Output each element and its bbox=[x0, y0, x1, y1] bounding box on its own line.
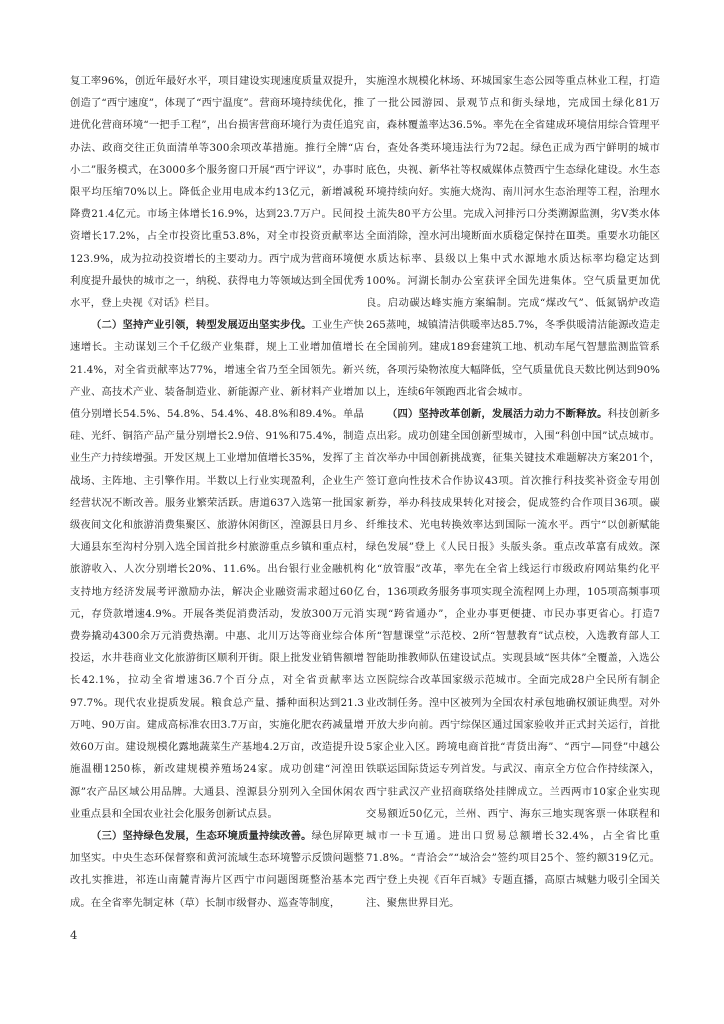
paragraph-continued: 实施湟水规模化林场、环城国家生态公园等重点林业工程，打造了一批公园游园、景观节点和街头绿地，完成国土绿化81万亩，森林覆盖率达36.5%。率先在全省建成环境信用综合管理平台，查处各类环境违法行为72起。绿色正成为西宁鲜明的城市底色，央视、新华社等权威媒体点赞西宁生态绿化建设。水生态环境持续向好。实施大烧沟、南川河水生态治理等工程，治理水土流失80平方公里。完成入河排污口分类溯源监测，劣Ⅴ类水体全面消除，湟水河出境断面水质稳定保持在Ⅲ类。重要水功能区水质达标率、县级以上集中式水源地水质达标率均稳定达到100%。河湖长制办公室获评全国先进集体。空气质量更加优良。启动碳达峰实施方案编制。完成“煤改气”、低氮锅炉改造265蒸吨，城镇清洁供暖率达85.7%，冬季供暖清洁能源改造走在全国前列。建成189套建筑工地、机动车尾气智慧监测监管系统，各项污染物浓度大幅降低，空气质量优良天数比例达到90%以上，连续6年领跑西北省会城市。 bbox=[366, 75, 660, 398]
section-three-body: 绿色屏障更加坚实。中央生态环保督察和黄河流域生态环境警示反馈问题整改扎实推进，祁连山南麓青海片区西宁市问题图斑整治基本完成。在全省率先制定林（草）长制市级督办、巡查等制度， bbox=[70, 829, 364, 909]
section-four-body: 科技创新多点出彩。成功创建全国创新型城市，入围“科创中国”试点城市。首次举办中国创新挑战赛，征集关键技术难题解决方案201个，签订意向性技术合作协议43项。首次推行科技奖补资金专用创新券，举办科技成果转化对接会，促成签约合作项目36项。碳纤维技术、光电转换效率达到国际一流水平。西宁“以创新赋能绿色发展”登上《人民日报》头版头条。重点改革富有成效。深化“放管服”改革，率先在全省上线运行市级政府网站集约化平台，136项政务服务事项实现全流程网上办理，105项高频事项实现“跨省通办”，企业办事更便捷、市民办事更省心。打造7所“智慧课堂”示范校、2所“智慧教育”试点校，入选教育部人工智能助推教师队伍建设试点。实现县域“医共体”全覆盖，入选公立医院综合改革国家级示范城市。全面完成28户全民所有制企业改制任务。湟中区被列为全国农村承包地确权颁证典型。对外开放大步向前。西宁综保区通过国家验收并正式封关运行，首批5家企业入区。跨境电商首批“青货出海”、“西宁—同登”中越公铁联运国际货运专列首发。与武汉、南京全方位合作持续深入，西宁驻武汉产业招商联络处挂牌成立。兰西两市10家企业实现交易额近50亿元，兰州、西宁、海东三地实现客票一体联程和城市一卡互通。进出口贸易总额增长32.4%，占全省比重71.8%。“青洽会”“域洽会”签约项目25个、签约额319亿元。西宁登上央视《百年百城》专题直播，高原古城魅力吸引全国关注、聚焦世界目光。 bbox=[366, 408, 660, 909]
section-two-body: 工业生产快速增长。主动谋划三个千亿级产业集群，规上工业增加值增长21.4%，对全省贡献率达77%，增速全省乃至全国领先。新兴产业、高技术产业、装备制造业、新能源产业、新材料产业增加值分别增长54.5%、54.8%、54.4%、48.8%和89.4%。单晶硅、光纤、铜箔产品产量分别增长2.9倍、91%和75.4%，制造业生产力持续增强。开发区规上工业增加值增长35%，发挥了主战场、主阵地、主引擎作用。半数以上行业实现盈利，企业生产经营状况不断改善。服务业繁荣活跃。唐道637入选第一批国家级夜间文化和旅游消费集聚区、旅游休闲街区，湟源县日月乡、大通县东至沟村分别入选全国首批乡村旅游重点乡镇和重点村，旅游收入、人次分别增长20%、11.6%。出台银行业金融机构支持地方经济发展考评激励办法，解决企业融资需求超过60亿元，存贷款增速4.9%。开展各类促消费活动，发放300万元消费券撬动4300余万元消费热潮。中惠、北川万达等商业综合体投运，水井巷商业文化旅游街区顺利开街。限上批发业销售额增长42.1%，拉动全省增速36.7个百分点，对全省贡献率达97.7%。现代农业提质发展。粮食总产量、播种面积达到21.3万吨、90万亩。建成高标准农田3.7万亩，实施化肥农药减量增效60万亩。建设规模化露地蔬菜生产基地4.2万亩，改造提升设施温棚1250栋，新改建规模养殖场24家。成功创建“河湟田源”农产品区域公用品牌。大通县、湟源县分别列入全国休闲农业重点县和全国农业社会化服务创新试点县。 bbox=[70, 319, 364, 820]
left-column bbox=[70, 70, 364, 914]
section-four-paragraph bbox=[366, 403, 660, 914]
section-three-paragraph bbox=[70, 825, 364, 914]
section-two-paragraph bbox=[70, 314, 364, 825]
section-three-heading: （三）坚持绿色发展，生态环境质量持续改善。 bbox=[91, 829, 312, 842]
page-number: 4 bbox=[70, 928, 78, 942]
paragraph: 复工率96%，创近年最好水平，项目建设实现速度质量双提升，创造了“西宁速度”，体现了“西宁温度”。营商环境持续优化，推进优化营商环境“一把手工程”，出台损害营商环境行为责任追究办法、政商交往正负面清单等300余项改革措施。推行全牌“店小二”服务模式，在3000多个服务窗口开展“西宁评议”，办事时限平均压缩70%以上。降低企业用电成本约13亿元，新增减税降费21.4亿元。市场主体增长16.9%，达到23.7万户。民间投资增长17.2%，占全市投资比重53.8%，对全市投资贡献率达123.9%，成为拉动投资增长的主要动力。西宁成为营商环境便利度提升最快的城市之一，纳税、获得电力等领域达到全国优秀水平，登上央视《对话》栏目。 bbox=[70, 75, 364, 310]
section-two-heading: （二）坚持产业引领，转型发展迈出坚实步伐。 bbox=[91, 319, 312, 332]
section-four-heading: （四）坚持改革创新，发展活力动力不断释放。 bbox=[387, 408, 608, 421]
right-column bbox=[366, 70, 660, 914]
